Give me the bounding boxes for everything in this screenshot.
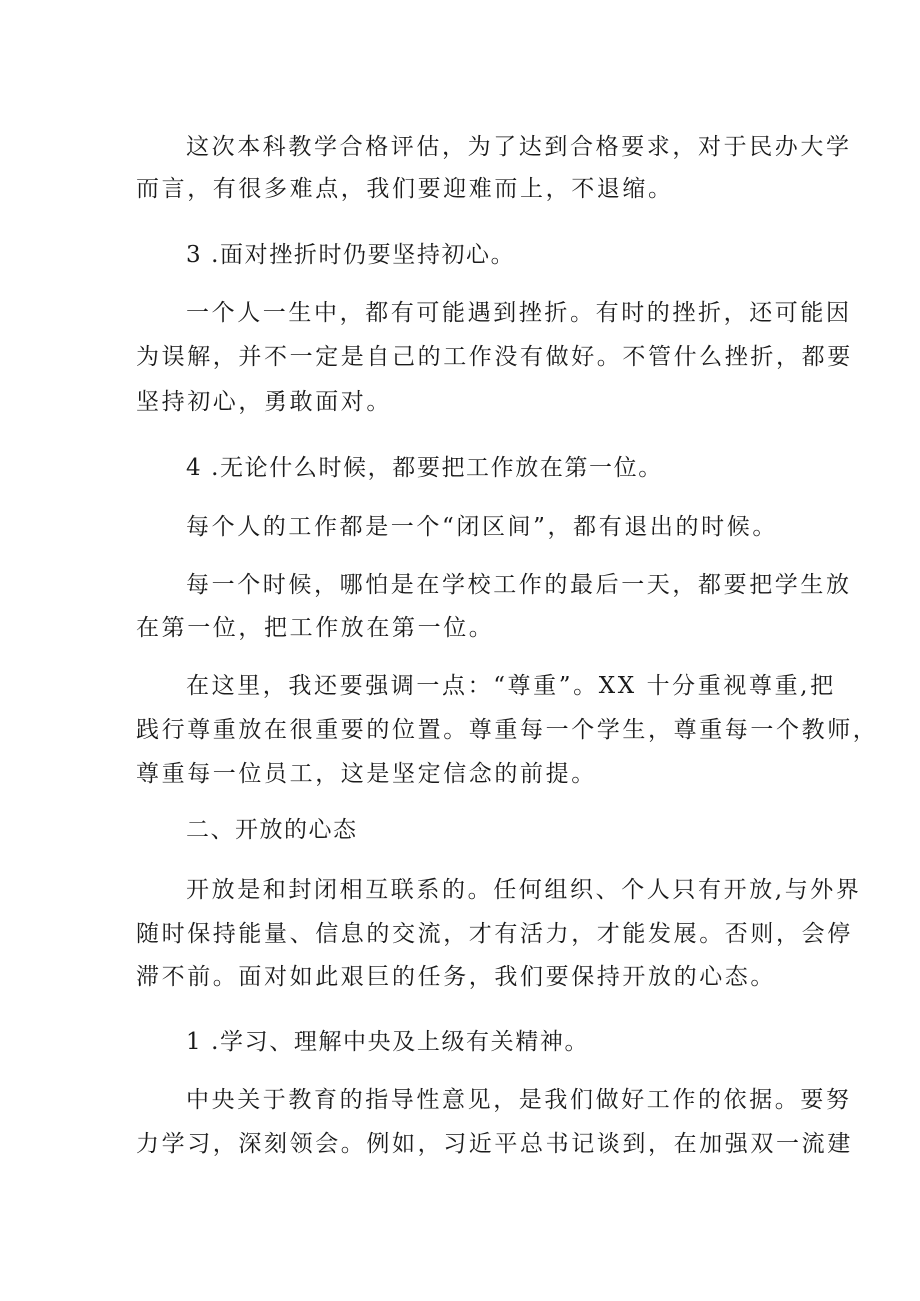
paragraph-line: 中央关于教育的指导性意见，是我们做好工作的依据。要努: [186, 1087, 852, 1113]
paragraph-line: 一个人一生中，都有可能遇到挫折。有时的挫折，还可能因: [186, 300, 852, 326]
list-item-heading: 4 .无论什么时候，都要把工作放在第一位。: [186, 455, 663, 481]
paragraph-line: 这次本科教学合格评估，为了达到合格要求，对于民办大学: [186, 134, 852, 160]
list-item-heading: 1 .学习、理解中央及上级有关精神。: [186, 1029, 590, 1055]
paragraph-line: 坚持初心，勇敢面对。: [136, 389, 392, 415]
paragraph-line: 在第一位，把工作放在第一位。: [136, 615, 495, 641]
paragraph-line: 而言，有很多难点，我们要迎难而上，不退缩。: [136, 176, 674, 202]
paragraph-line: 在这里，我还要强调一点：“尊重”。XX 十分重视尊重,把: [186, 673, 836, 699]
paragraph-line: 践行尊重放在很重要的位置。尊重每一个学生，尊重每一个教师，: [136, 717, 879, 743]
paragraph-line: 随时保持能量、信息的交流，才有活力，才能发展。否则，会停: [136, 921, 853, 947]
paragraph-line: 每一个时候，哪怕是在学校工作的最后一天，都要把学生放: [186, 572, 852, 598]
section-heading: 二、开放的心态: [186, 817, 358, 843]
paragraph-line: 尊重每一位员工，这是坚定信念的前提。: [136, 761, 597, 787]
paragraph-line: 力学习，深刻领会。例如，习近平总书记谈到，在加强双一流建: [136, 1131, 853, 1157]
paragraph-line: 每个人的工作都是一个“闭区间”，都有退出的时候。: [186, 514, 778, 540]
list-item-heading: 3 .面对挫折时仍要坚持初心。: [186, 242, 516, 268]
paragraph-line: 滞不前。面对如此艰巨的任务，我们要保持开放的心态。: [136, 964, 776, 990]
paragraph-line: 为误解，并不一定是自己的工作没有做好。不管什么挫折，都要: [136, 344, 853, 370]
paragraph-line: 开放是和封闭相互联系的。任何组织、个人只有开放,与外界: [186, 877, 862, 903]
